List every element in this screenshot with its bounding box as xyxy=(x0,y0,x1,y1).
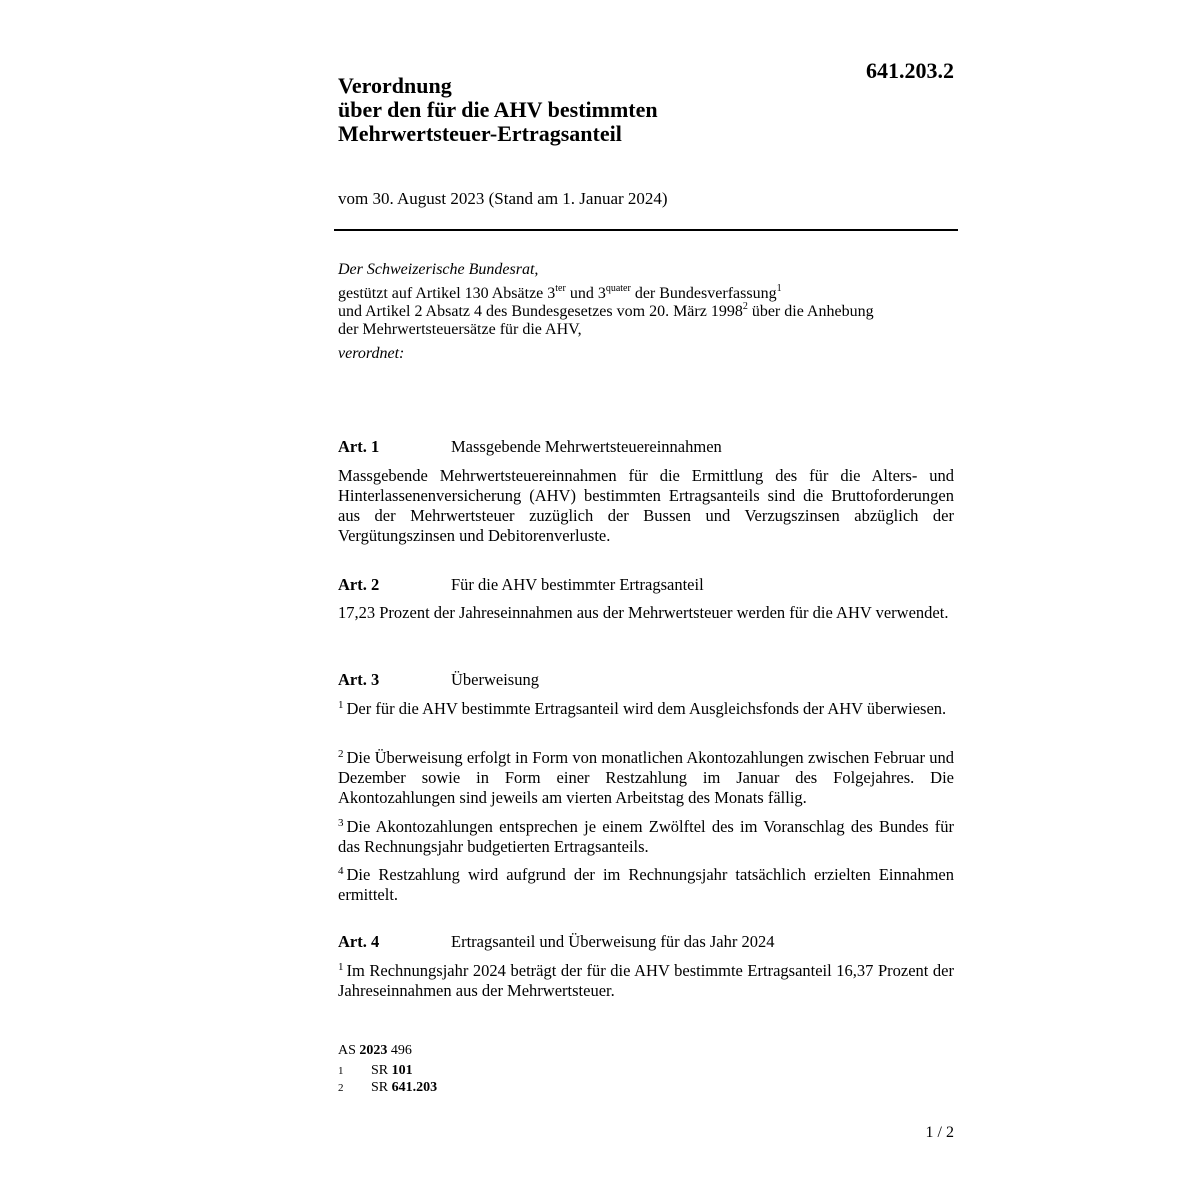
superscript-ter: ter xyxy=(555,282,566,294)
paragraph-number: 1 xyxy=(338,698,344,711)
paragraph-number: 1 xyxy=(338,960,344,973)
document-date: vom 30. August 2023 (Stand am 1. Januar 2024) xyxy=(338,189,668,208)
paragraph-number: 3 xyxy=(338,816,344,829)
title-line: Verordnung xyxy=(338,73,452,98)
article-heading xyxy=(338,670,539,690)
paragraph-number: 4 xyxy=(338,864,344,877)
legal-basis-text: gestützt auf Artikel 130 Absätze 3 xyxy=(338,285,556,302)
header-divider xyxy=(334,229,958,231)
article-number: Art. 1 xyxy=(338,437,380,456)
document-title xyxy=(338,74,658,146)
issuing-authority: Der Schweizerische Bundesrat, xyxy=(338,261,539,278)
footnote-ref: 641.203 xyxy=(391,1080,438,1095)
article-number: Art. 4 xyxy=(338,932,380,951)
article-title: Für die AHV bestimmter Ertragsanteil xyxy=(451,575,704,594)
footnote-prefix: SR xyxy=(371,1063,392,1078)
paragraph-text: 17,23 Prozent der Jahreseinnahmen aus der Mehrwertsteuer werden für die AHV verwendet. xyxy=(338,603,949,622)
preamble xyxy=(338,261,954,363)
page-number: 1 / 2 xyxy=(925,1124,954,1141)
official-collection-ref xyxy=(338,1043,412,1059)
paragraph-text: Die Akontozahlungen entsprechen je einem Zwölftel des im Voranschlag des Bundes für das Rechnungsjahr budgetierten Ertragsanteils. xyxy=(338,817,954,856)
article-paragraph xyxy=(338,466,954,546)
paragraph-text: Massgebende Mehrwertsteuereinnahmen für die Ermittlung des für die Alters- und Hinterlassenenversicherung (AHV) bestimmten Ertragsanteils sind die Bruttoforderungen aus der Mehrwertsteuer zuzüglich der Bussen und Verzugszinsen abzüglich der Vergütungszinsen und Debitorenverluste. xyxy=(338,466,954,545)
article-paragraph xyxy=(338,748,954,808)
article-paragraph xyxy=(338,961,954,1001)
footnote xyxy=(338,1063,413,1079)
as-year: 2023 xyxy=(359,1043,388,1058)
footnote-number: 2 xyxy=(338,1082,344,1094)
decrees-word: verordnet: xyxy=(338,345,405,362)
paragraph-text: Die Restzahlung wird aufgrund der im Rechnungsjahr tatsächlich erzielten Einnahmen ermittelt. xyxy=(338,865,954,904)
article-heading xyxy=(338,575,704,595)
article-paragraph xyxy=(338,817,954,857)
title-line: über den für die AHV bestimmten xyxy=(338,97,658,122)
paragraph-text: Die Überweisung erfolgt in Form von monatlichen Akontozahlungen zwischen Februar und Dezember sowie in Form einer Restzahlung im Januar des Folgejahres. Die Akontozahlungen sind jeweils am vierten Arbeitstag des Monats fällig. xyxy=(338,748,954,807)
sr-number: 641.203.2 xyxy=(866,58,954,83)
article-paragraph xyxy=(338,603,954,623)
footnote-ref: 101 xyxy=(391,1063,413,1078)
legal-basis-text: über die Anhebung xyxy=(747,303,874,320)
article-paragraph xyxy=(338,865,954,905)
legal-basis-text: der Bundesverfassung xyxy=(630,285,777,302)
article-paragraph xyxy=(338,699,954,719)
title-line: Mehrwertsteuer-Ertragsanteil xyxy=(338,121,622,146)
paragraph-text: Im Rechnungsjahr 2024 beträgt der für die AHV bestimmte Ertragsanteil 16,37 Prozent der Jahreseinnahmen aus der Mehrwertsteuer. xyxy=(338,961,954,1000)
article-heading xyxy=(338,437,722,457)
article-title: Überweisung xyxy=(451,670,539,689)
legal-basis xyxy=(338,282,954,339)
as-page: 496 xyxy=(387,1043,412,1058)
article-number: Art. 2 xyxy=(338,575,380,594)
as-prefix: AS xyxy=(338,1043,360,1058)
footnote-ref-2[interactable]: 2 xyxy=(742,300,748,312)
article-title: Massgebende Mehrwertsteuereinnahmen xyxy=(451,437,722,456)
article-heading xyxy=(338,932,775,952)
footnote-prefix: SR xyxy=(371,1080,392,1095)
legal-basis-text: und Artikel 2 Absatz 4 des Bundesgesetzes vom 20. März 1998 xyxy=(338,303,743,320)
superscript-quater: quater xyxy=(605,282,631,294)
footnote-number: 1 xyxy=(338,1065,344,1077)
paragraph-text: Der für die AHV bestimmte Ertragsanteil wird dem Ausgleichsfonds der AHV überwiesen. xyxy=(346,699,947,718)
legal-basis-text: und 3 xyxy=(565,285,606,302)
legal-basis-text: der Mehrwertsteuersätze für die AHV, xyxy=(338,321,582,338)
article-number: Art. 3 xyxy=(338,670,380,689)
footnote-ref-1[interactable]: 1 xyxy=(776,282,782,294)
footnote xyxy=(338,1080,437,1096)
article-title: Ertragsanteil und Überweisung für das Jahr 2024 xyxy=(451,932,775,951)
paragraph-number: 2 xyxy=(338,747,344,760)
